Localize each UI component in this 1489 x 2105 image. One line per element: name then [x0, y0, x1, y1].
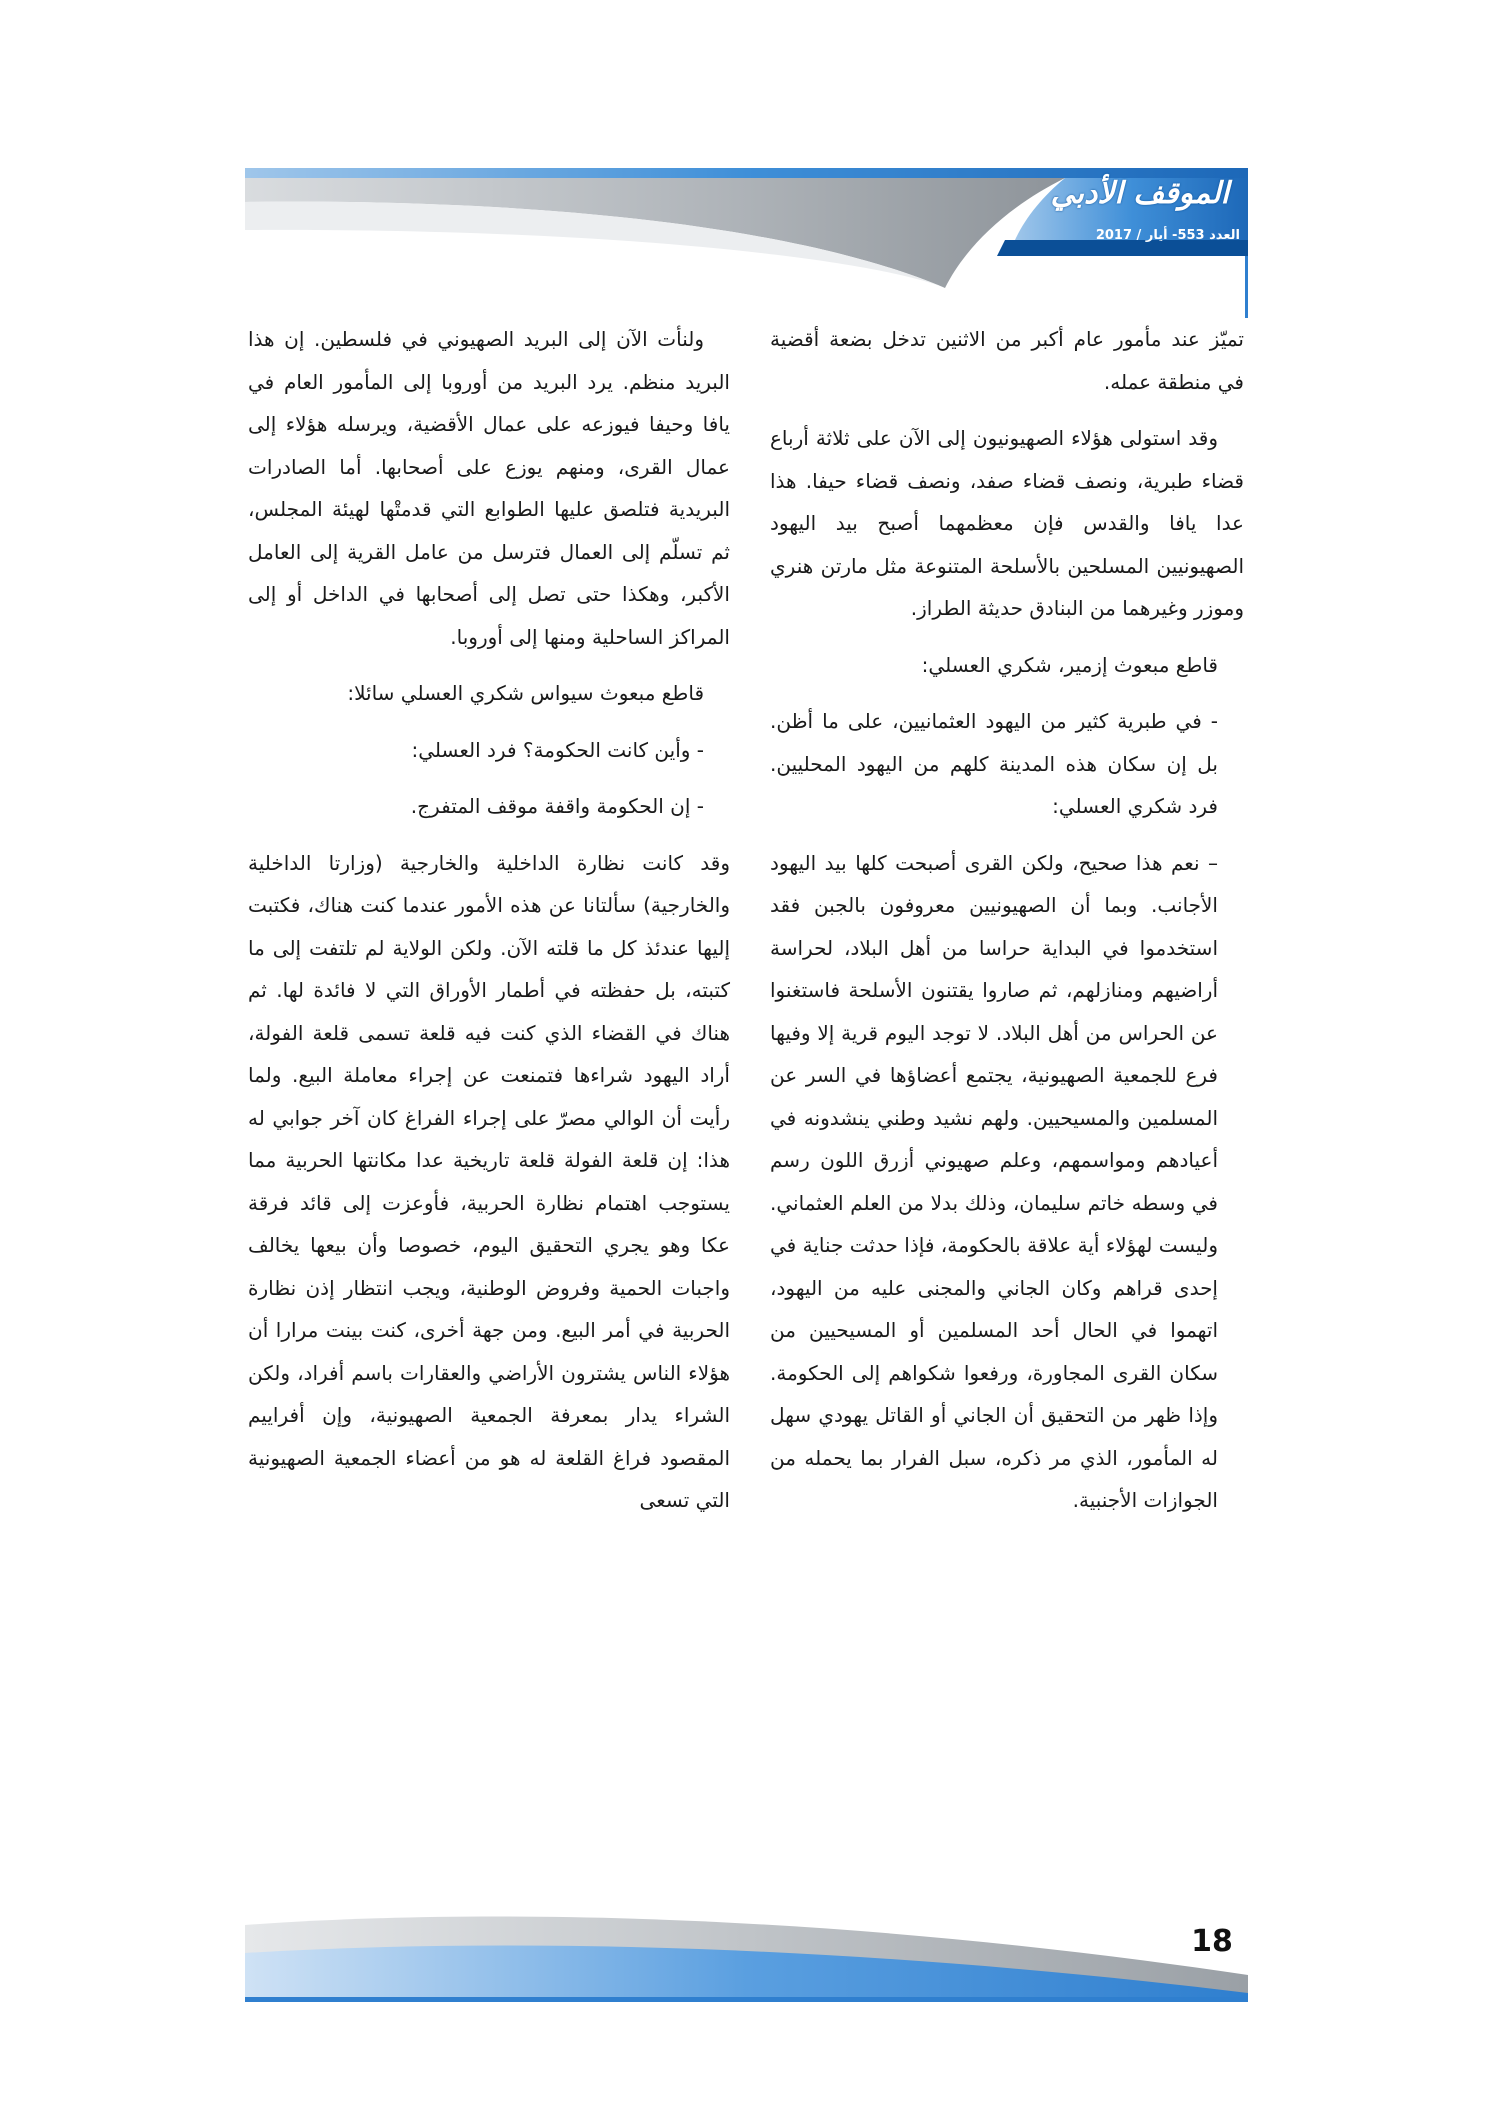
paragraph: ولنأت الآن إلى البريد الصهيوني في فلسطين. إن هذا البريد منظم. يرد البريد من أوروبا إلى المأمور العام في يافا وحيفا فيوزعه على عمال الأقضية، ويرسله هؤلاء إلى عمال القرى، ومنهم يوزع على أصحابها. أما الصادرات البريدية فتلصق عليها الطوابع التي قدمتْها لهيئة المجلس، ثم تسلّم إلى العمال فترسل من عامل القرية إلى العامل الأكبر، وهكذا حتى تصل إلى أصحابها في الداخل أو إلى المراكز الساحلية ومنها إلى أوروبا.: [248, 327, 730, 649]
paragraph: - إن الحكومة واقفة موقف المتفرج.: [410, 794, 704, 818]
paragraph: قاطع مبعوث إزمير، شكري العسلي:: [921, 652, 1218, 677]
footer-swoosh: [245, 1905, 1248, 2005]
issue-info: العدد 553- أيار / 2017: [1095, 228, 1240, 243]
left-column: [248, 318, 730, 1536]
paragraph: قاطع مبعوث سيواس شكري العسلي سائلا:: [347, 681, 704, 705]
page-number: 18: [1191, 1924, 1233, 1959]
magazine-logo: الموقف الأدبي: [1050, 176, 1229, 211]
paragraph: – نعم هذا صحيح، ولكن القرى أصبحت كلها بيد اليهود الأجانب. وبما أن الصهيونيين معروفون بالجبن فقد استخدموا في البداية حراسا من أهل البلاد، لحراسة أراضيهم ومنازلهم، ثم صاروا يقتنون الأسلحة فاستغنوا عن الحراس من أهل البلاد. لا توجد اليوم قرية إلا وفيها فرع للجمعية الصهيونية، يجتمع أعضاؤها في السر عن المسلمين والمسيحيين. ولهم نشيد وطني ينشدونه في أعيادهم ومواسمهم، وعلم صهيوني أزرق اللون رسم في وسطه خاتم سليمان، وذلك بدلا من العلم العثماني. وليست لهؤلاء أية علاقة بالحكومة، فإذا حدثت جناية في إحدى قراهم وكان الجاني والمجنى عليه من اليهود، اتهموا في الحال أحد المسلمين أو المسيحيين من سكان القرى المجاورة، ورفعوا شكواهم إلى الحكومة. وإذا ظهر من التحقيق أن الجاني أو القاتل يهودي سهل له المأمور، الذي مر ذكره، سبل الفرار بما يحمله من الجوازات الأجنبية.: [770, 850, 1218, 1512]
paragraph: تميّز عند مأمور عام أكبر من الاثنين تدخل بضعة أقضية في منطقة عمله.: [770, 327, 1244, 394]
paragraph: - في طبرية كثير من اليهود العثمانيين، على ما أظن. بل إن سكان هذه المدينة كلهم من اليهود المحليين. فرد شكري العسلي:: [770, 709, 1218, 818]
paragraph: وقد كانت نظارة الداخلية والخارجية (وزارتا الداخلية والخارجية) سألتانا عن هذه الأمور عندما كنت هناك، فكتبت إليها عندئذ كل ما قلته الآن. ولكن الولاية لم تلتفت إلى ما كتبته، بل حفظته في أطمار الأوراق التي لا فائدة لها. ثم هناك في القضاء الذي كنت فيه قلعة تسمى قلعة الفولة، أراد اليهود شراءها فتمنعت عن إجراء معاملة البيع. ولما رأيت أن الوالي مصرّ على إجراء الفراغ كان آخر جوابي له هذا: إن قلعة الفولة قلعة تاريخية عدا مكانتها الحربية مما يستوجب اهتمام نظارة الحربية، فأوعزت إلى قائد فرقة عكا وهو يجري التحقيق اليوم، خصوصا وأن بيعها يخالف واجبات الحمية وفروض الوطنية، ويجب انتظار إذن نظارة الحربية في أمر البيع. ومن جهة أخرى، كنت بينت مرارا أن هؤلاء الناس يشترون الأراضي والعقارات باسم أفراد، ولكن الشراء يدار بمعرفة الجمعية الصهيونية، وإن أفراييم المقصود فراغ القلعة له هو من أعضاء الجمعية الصهيونية التي تسعى: [248, 850, 730, 1512]
footer-banner: [245, 1905, 1248, 2005]
paragraph: وقد استولى هؤلاء الصهيونيون إلى الآن على ثلاثة أرباع قضاء طبرية، ونصف قضاء صفد، ونصف قضاء حيفا. هذا عدا يافا والقدس فإن معظمهما أصبح بيد اليهود الصهيونيين المسلحين بالأسلحة المتنوعة مثل مارتن هنري وموزر وغيرهما من البنادق حديثة الطراز.: [770, 426, 1244, 620]
paragraph: - وأين كانت الحكومة؟ فرد العسلي:: [411, 737, 704, 762]
right-column: [770, 318, 1244, 1536]
